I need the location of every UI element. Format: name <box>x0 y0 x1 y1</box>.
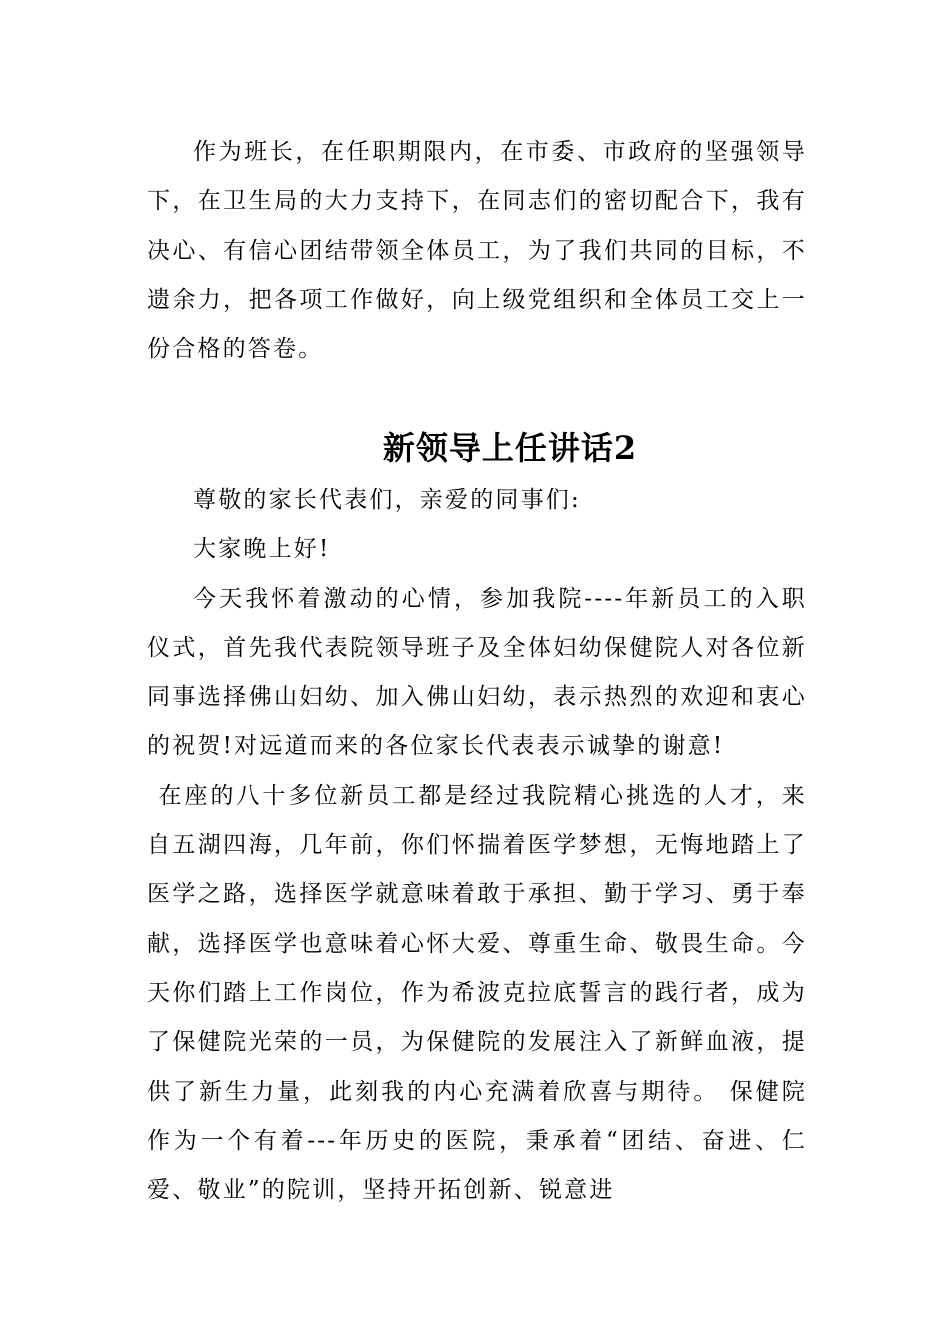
speech-paragraph-2: 在座的八十多位新员工都是经过我院精心挑选的人才，来自五湖四海，几年前，你们怀揣着医学梦想，无悔地踏上了医学之路，选择医学就意味着敢于承担、勤于学习、勇于奉献，选择医学也意味着心怀大爱、尊重生命、敬畏生命。今天你们踏上工作岗位，作为希波克拉底誓言的践行者，成为了保健院光荣的一员，为保健院的发展注入了新鲜血液，提供了新生力量，此刻我的内心充满着欣喜与期待。 保健院作为一个有着---年历史的医院，秉承着“团结、奋进、仁爱、敬业”的院训，坚持开拓创新、锐意进 <box>147 782 807 1204</box>
speech-paragraph-1: 今天我怀着激动的心情，参加我院----年新员工的入职仪式，首先我代表院领导班子及全体妇幼保健院人对各位新同事选择佛山妇幼、加入佛山妇幼，表示热烈的欢迎和衷心的祝贺!对远道而来的各位家长代表表示诚挚的谢意! <box>147 585 807 760</box>
section-1-paragraph: 作为班长，在任职期限内，在市委、市政府的坚强领导下，在卫生局的大力支持下，在同志们的密切配合下，我有决心、有信心团结带领全体员工，为了我们共同的目标，不遗余力，把各项工作做好，向上级党组织和全体员工交上一份合格的答卷。 <box>147 139 807 363</box>
section-2-title: 新领导上任讲话2 <box>382 429 638 467</box>
section-1-body <box>147 128 807 374</box>
section-2-body <box>147 476 807 1215</box>
salutation-line: 大家晚上好! <box>193 536 331 563</box>
greeting-line: 尊敬的家长代表们，亲爱的同事们: <box>193 487 581 513</box>
